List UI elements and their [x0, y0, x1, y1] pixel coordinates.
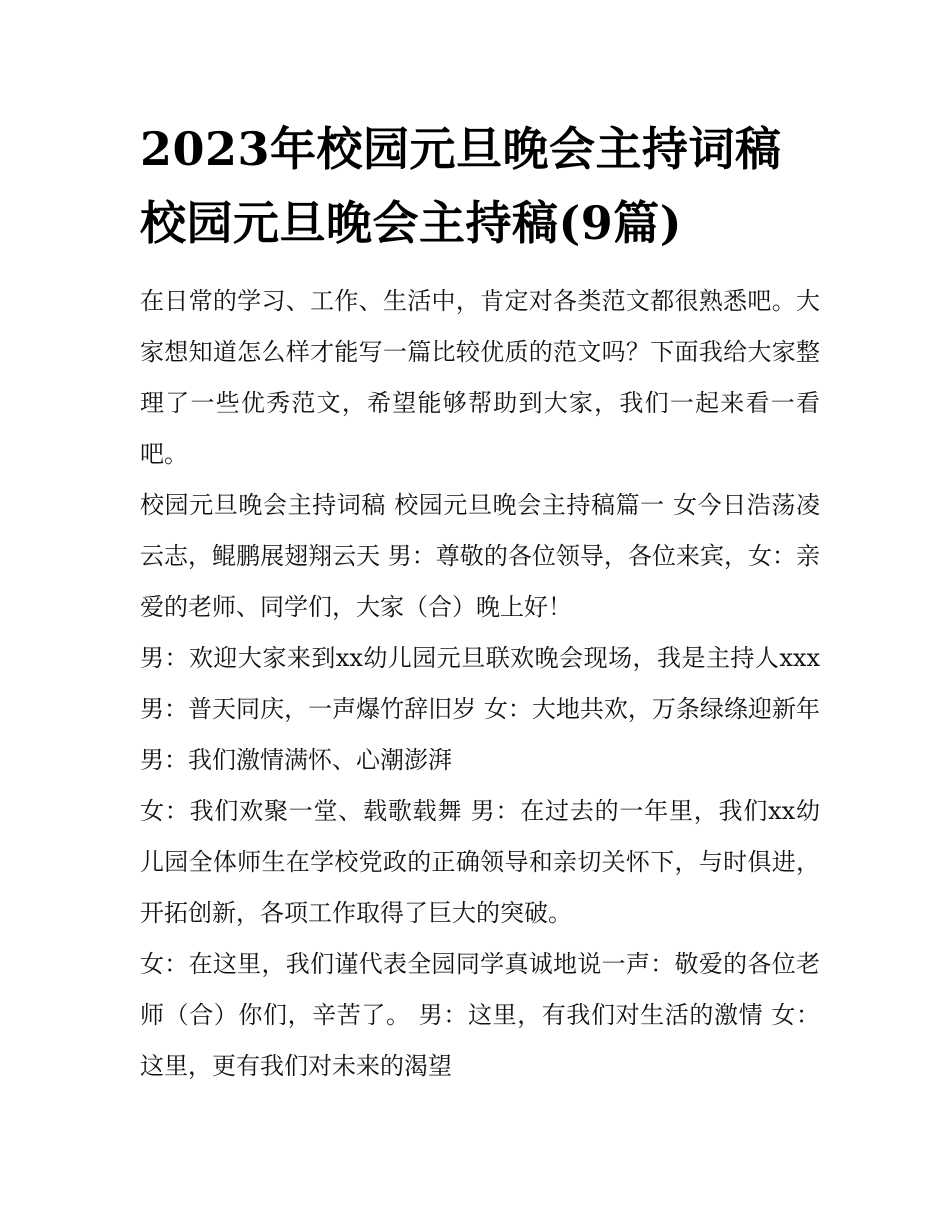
- document-title: [140, 112, 830, 260]
- paragraph-opening: 校园元旦晚会主持词稿 校园元旦晚会主持稿篇一 女今日浩荡凌云志，鲲鹏展翅翔云天 男：尊敬的各位领导，各位来宾，女：亲爱的老师、同学们，大家（合）晚上好！: [140, 491, 820, 621]
- paragraph-welcome: 男：欢迎大家来到xx幼儿园元旦联欢晚会现场，我是主持人xxx 男：普天同庆，一声爆竹辞旧岁 女：大地共欢，万条绿绦迎新年 男：我们激情满怀、心潮澎湃: [140, 644, 820, 774]
- paragraph-review: 女：我们欢聚一堂、载歌载舞 男：在过去的一年里，我们xx幼儿园全体师生在学校党政的正确领导和亲切关怀下，与时俱进，开拓创新，各项工作取得了巨大的突破。: [140, 797, 820, 927]
- title-line-1: 2023年校园元旦晚会主持词稿: [140, 122, 782, 176]
- title-line-2: 校园元旦晚会主持稿(9篇): [140, 196, 683, 250]
- document-body: [140, 276, 820, 1092]
- paragraph-thanks: 女：在这里，我们谨代表全园同学真诚地说一声：敬爱的各位老师（合）你们，辛苦了。 男：这里，有我们对生活的激情 女：这里，更有我们对未来的渴望: [140, 950, 820, 1080]
- paragraph-intro: 在日常的学习、工作、生活中，肯定对各类范文都很熟悉吧。大家想知道怎么样才能写一篇比较优质的范文吗？下面我给大家整理了一些优秀范文，希望能够帮助到大家，我们一起来看一看吧。: [140, 287, 820, 468]
